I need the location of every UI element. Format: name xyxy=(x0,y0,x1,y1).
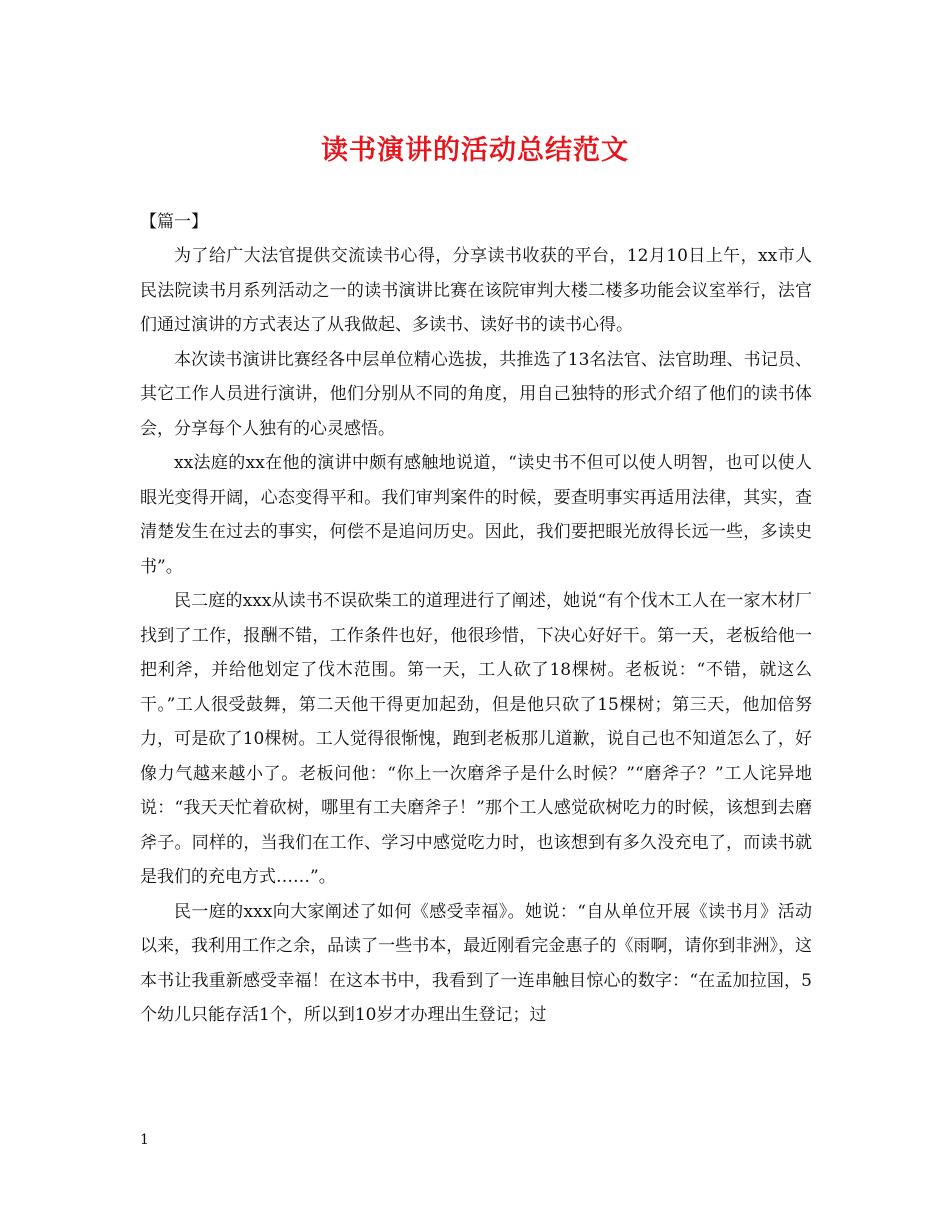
paragraph-5: 民一庭的xxx向大家阐述了如何《感受幸福》。她说：“自从单位开展《读书月》活动以来，我利用工作之余，品读了一些书本，最近刚看完金惠子的《雨啊，请你到非洲》，这本书让我重新感受幸福！在这本书中，我看到了一连串触目惊心的数字：“在孟加拉国，5个幼儿只能存活1个，所以到10岁才办理出生登记；过 xyxy=(140,901,812,1025)
paragraph-4: 民二庭的xxx从读书不误砍柴工的道理进行了阐述，她说“有个伐木工人在一家木材厂找到了工作，报酬不错，工作条件也好，他很珍惜，下决心好好干。第一天，老板给他一把利斧，并给他划定了伐木范围。第一天，工人砍了18棵树。老板说：“不错，就这么干。”工人很受鼓舞，第二天他干得更加起劲，但是他只砍了15棵树；第三天，他加倍努力，可是砍了10棵树。工人觉得很惭愧，跑到老板那儿道歉，说自己也不知道怎么了，好像力气越来越小了。老板问他：“你上一次磨斧子是什么时候？”“磨斧子？”工人诧异地说：“我天天忙着砍树，哪里有工夫磨斧子！”那个工人感觉砍树吃力的时候，该想到去磨斧子。同样的，当我们在工作、学习中感觉吃力时，也该想到有多久没充电了，而读书就是我们的充电方式……”。 xyxy=(140,591,812,887)
paragraph-3: xx法庭的xx在他的演讲中颇有感触地说道，“读史书不但可以使人明智，也可以使人眼光变得开阔，心态变得平和。我们审判案件的时候，要查明事实再适用法律，其实，查清楚发生在过去的事实，何偿不是追问历史。因此，我们要把眼光放得长远一些，多读史书”。 xyxy=(140,453,812,577)
document-title: 读书演讲的活动总结范文 xyxy=(321,135,629,166)
paragraph-1: 为了给广大法官提供交流读书心得，分享读书收获的平台，12月10日上午，xx市人民法院读书月系列活动之一的读书演讲比赛在该院审判大楼二楼多功能会议室举行，法官们通过演讲的方式表达了从我做起、多读书、读好书的读书心得。 xyxy=(140,246,812,335)
page-number: 1 xyxy=(140,1132,149,1148)
document-body xyxy=(140,205,812,1033)
section-label: 【篇一】 xyxy=(140,212,208,232)
paragraph-2: 本次读书演讲比赛经各中层单位精心选拔，共推选了13名法官、法官助理、书记员、其它工作人员进行演讲，他们分别从不同的角度，用自己独特的形式介绍了他们的读书体会，分享每个人独有的心灵感悟。 xyxy=(140,349,812,439)
